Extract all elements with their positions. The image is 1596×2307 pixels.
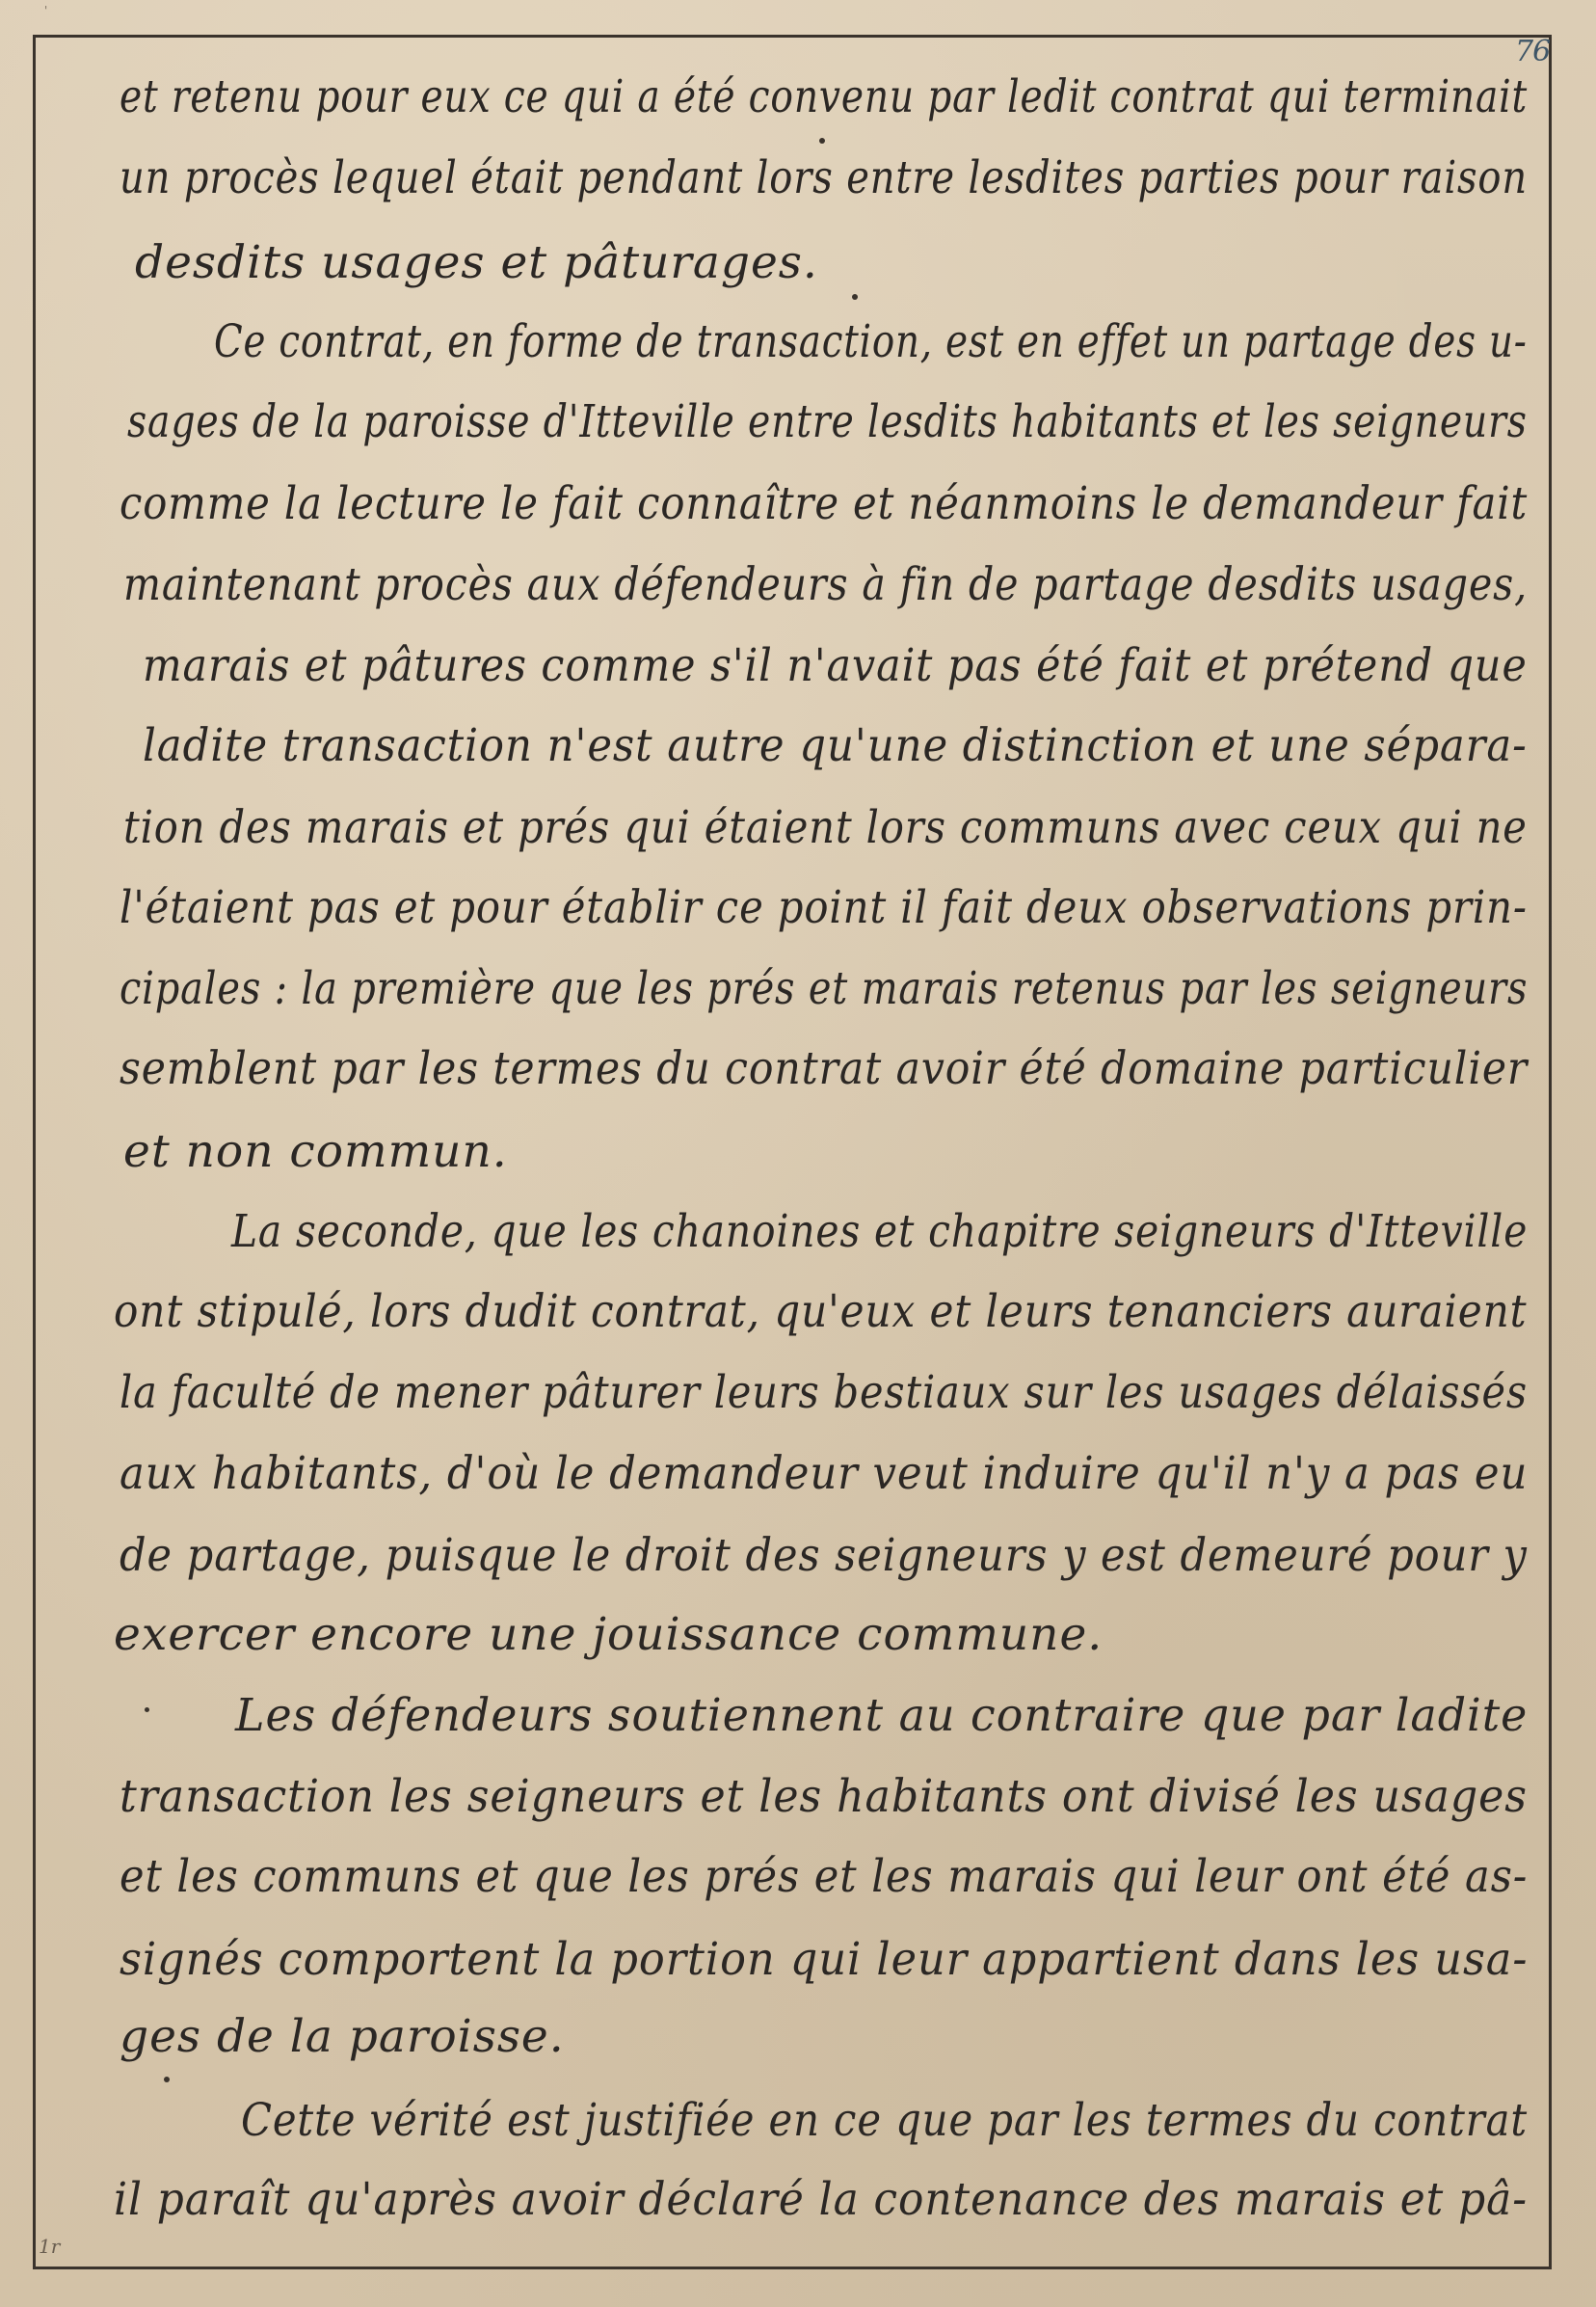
text-line: transaction les seigneurs et les habitants ont divisé les usages bbox=[120, 1770, 1528, 1823]
corner-mark: 1r bbox=[39, 2235, 61, 2258]
text-line: et non commun. bbox=[123, 1125, 508, 1178]
text-line: la faculté de mener pâturer leurs bestiaux sur les usages délaissés bbox=[120, 1366, 1528, 1419]
text-line: il paraît qu'après avoir déclaré la contenance des marais et pâ- bbox=[114, 2173, 1528, 2226]
text-line: Ce contrat, en forme de transaction, est en effet un partage des u- bbox=[214, 315, 1528, 368]
text-line: cipales : la première que les prés et marais retenus par les seigneurs bbox=[120, 962, 1529, 1015]
text-line: La seconde, que les chanoines et chapitre seigneurs d'Itteville bbox=[231, 1205, 1529, 1258]
page-number: 76 bbox=[1515, 35, 1551, 68]
text-line: semblent par les termes du contrat avoir été domaine particulier bbox=[120, 1042, 1529, 1095]
ink-dot bbox=[145, 1707, 149, 1712]
text-line: aux habitants, d'où le demandeur veut induire qu'il n'y a pas eu bbox=[120, 1447, 1529, 1500]
text-line: marais et pâtures comme s'il n'avait pas été fait et prétend que bbox=[143, 639, 1528, 692]
text-line: Cette vérité est justifiée en ce que par les termes du contrat bbox=[241, 2094, 1529, 2147]
text-line: maintenant procès aux défendeurs à fin de partage desdits usages, bbox=[123, 558, 1529, 611]
text-line: et les communs et que les prés et les marais qui leur ont été as- bbox=[120, 1850, 1529, 1903]
text-line: Les défendeurs soutiennent au contraire que par ladite bbox=[235, 1689, 1529, 1742]
text-line: un procès lequel était pendant lors entre lesdites parties pour raison bbox=[120, 151, 1529, 204]
text-line: l'étaient pas et pour établir ce point il fait deux observations prin- bbox=[120, 881, 1528, 934]
text-line: exercer encore une jouissance commune. bbox=[114, 1608, 1104, 1661]
ink-dot bbox=[164, 2077, 170, 2082]
text-line: et retenu pour eux ce qui a été convenu par ledit contrat qui terminait bbox=[120, 70, 1529, 123]
ink-dot bbox=[819, 138, 825, 144]
text-line: desdits usages et pâturages. bbox=[135, 236, 818, 289]
text-line: ladite transaction n'est autre qu'une distinction et une sépara- bbox=[143, 719, 1528, 772]
ink-dot bbox=[852, 294, 858, 300]
text-line: sages de la paroisse d'Itteville entre lesdits habitants et les seigneurs bbox=[127, 395, 1528, 448]
text-line: de partage, puisque le droit des seigneurs y est demeuré pour y bbox=[120, 1529, 1528, 1582]
text-line: ont stipulé, lors dudit contrat, qu'eux et leurs tenanciers auraient bbox=[114, 1285, 1528, 1338]
text-line: tion des marais et prés qui étaient lors communs avec ceux qui ne bbox=[123, 801, 1528, 854]
text-line: ges de la paroisse. bbox=[120, 2010, 565, 2063]
text-line: comme la lecture le fait connaître et néanmoins le demandeur fait bbox=[120, 477, 1529, 530]
text-line: signés comportent la portion qui leur appartient dans les usa- bbox=[120, 1933, 1529, 1986]
top-mark: ' bbox=[44, 4, 48, 17]
